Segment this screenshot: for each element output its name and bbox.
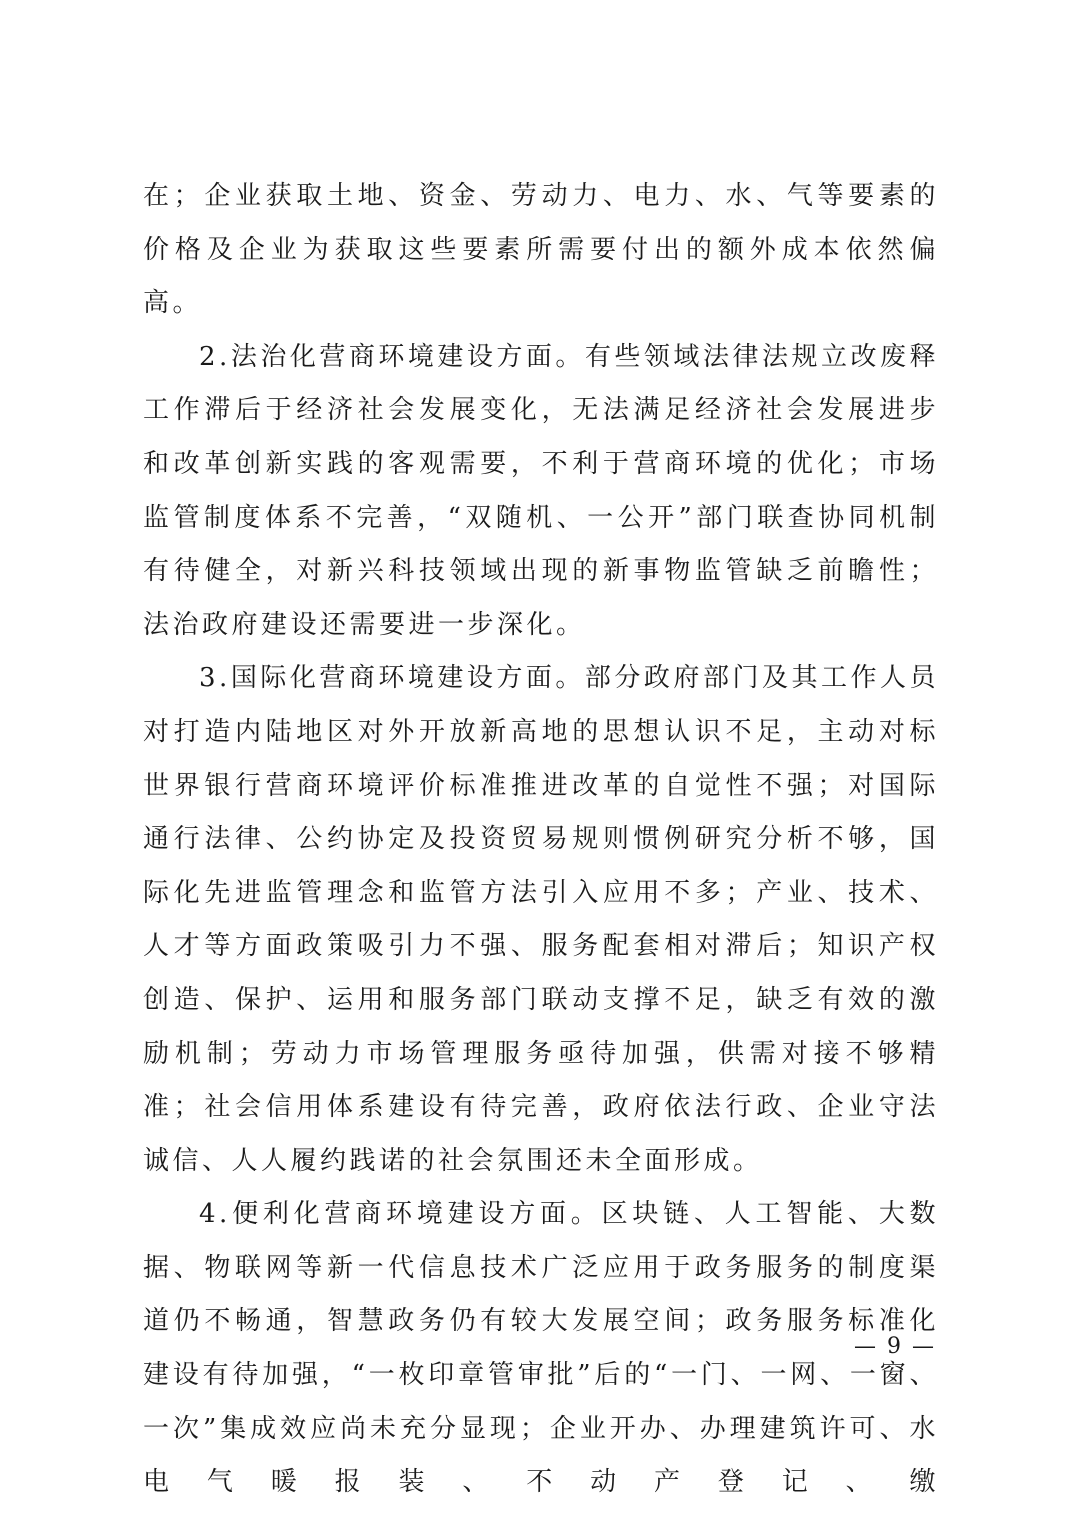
paragraph-continuation: 在；企业获取土地、资金、劳动力、电力、水、气等要素的价格及企业为获取这些要素所需要付出的额外成本依然偏高。 — [143, 181, 939, 319]
paragraph-facilitation: 4.便利化营商环境建设方面。区块链、人工智能、大数据、物联网等新一代信息技术广泛应用于政务服务的制度渠道仍不畅通，智慧政务仍有较大发展空间；政务服务标准化建设有待加强，“一枚印章管审批”后的“一门、一网、一窗、一次”集成效应尚未充分显现；企业开办、办理建筑许可、水电气暖报装、不动产登记、缴 — [143, 1199, 939, 1498]
paragraph-internationalization: 3.国际化营商环境建设方面。部分政府部门及其工作人员对打造内陆地区对外开放新高地的思想认识不足，主动对标世界银行营商环境评价标准推进改革的自觉性不强；对国际通行法律、公约协定及投资贸易规则惯例研究分析不够，国际化先进监管理念和监管方法引入应用不多；产业、技术、人才等方面政策吸引力不强、服务配套相对滞后；知识产权创造、保护、运用和服务部门联动支撑不足，缺乏有效的激励机制；劳动力市场管理服务亟待加强，供需对接不够精准；社会信用体系建设有待完善，政府依法行政、企业守法诚信、人人履约践诺的社会氛围还未全面形成。 — [143, 663, 939, 1176]
document-body — [143, 170, 939, 1510]
page-number: — 9 — — [854, 1334, 936, 1359]
paragraph-rule-of-law: 2.法治化营商环境建设方面。有些领域法律法规立改废释工作滞后于经济社会发展变化，无法满足经济社会发展进步和改革创新实践的客观需要，不利于营商环境的优化；市场监管制度体系不完善，“双随机、一公开”部门联查协同机制有待健全，对新兴科技领域出现的新事物监管缺乏前瞻性；法治政府建设还需要进一步深化。 — [143, 341, 939, 640]
